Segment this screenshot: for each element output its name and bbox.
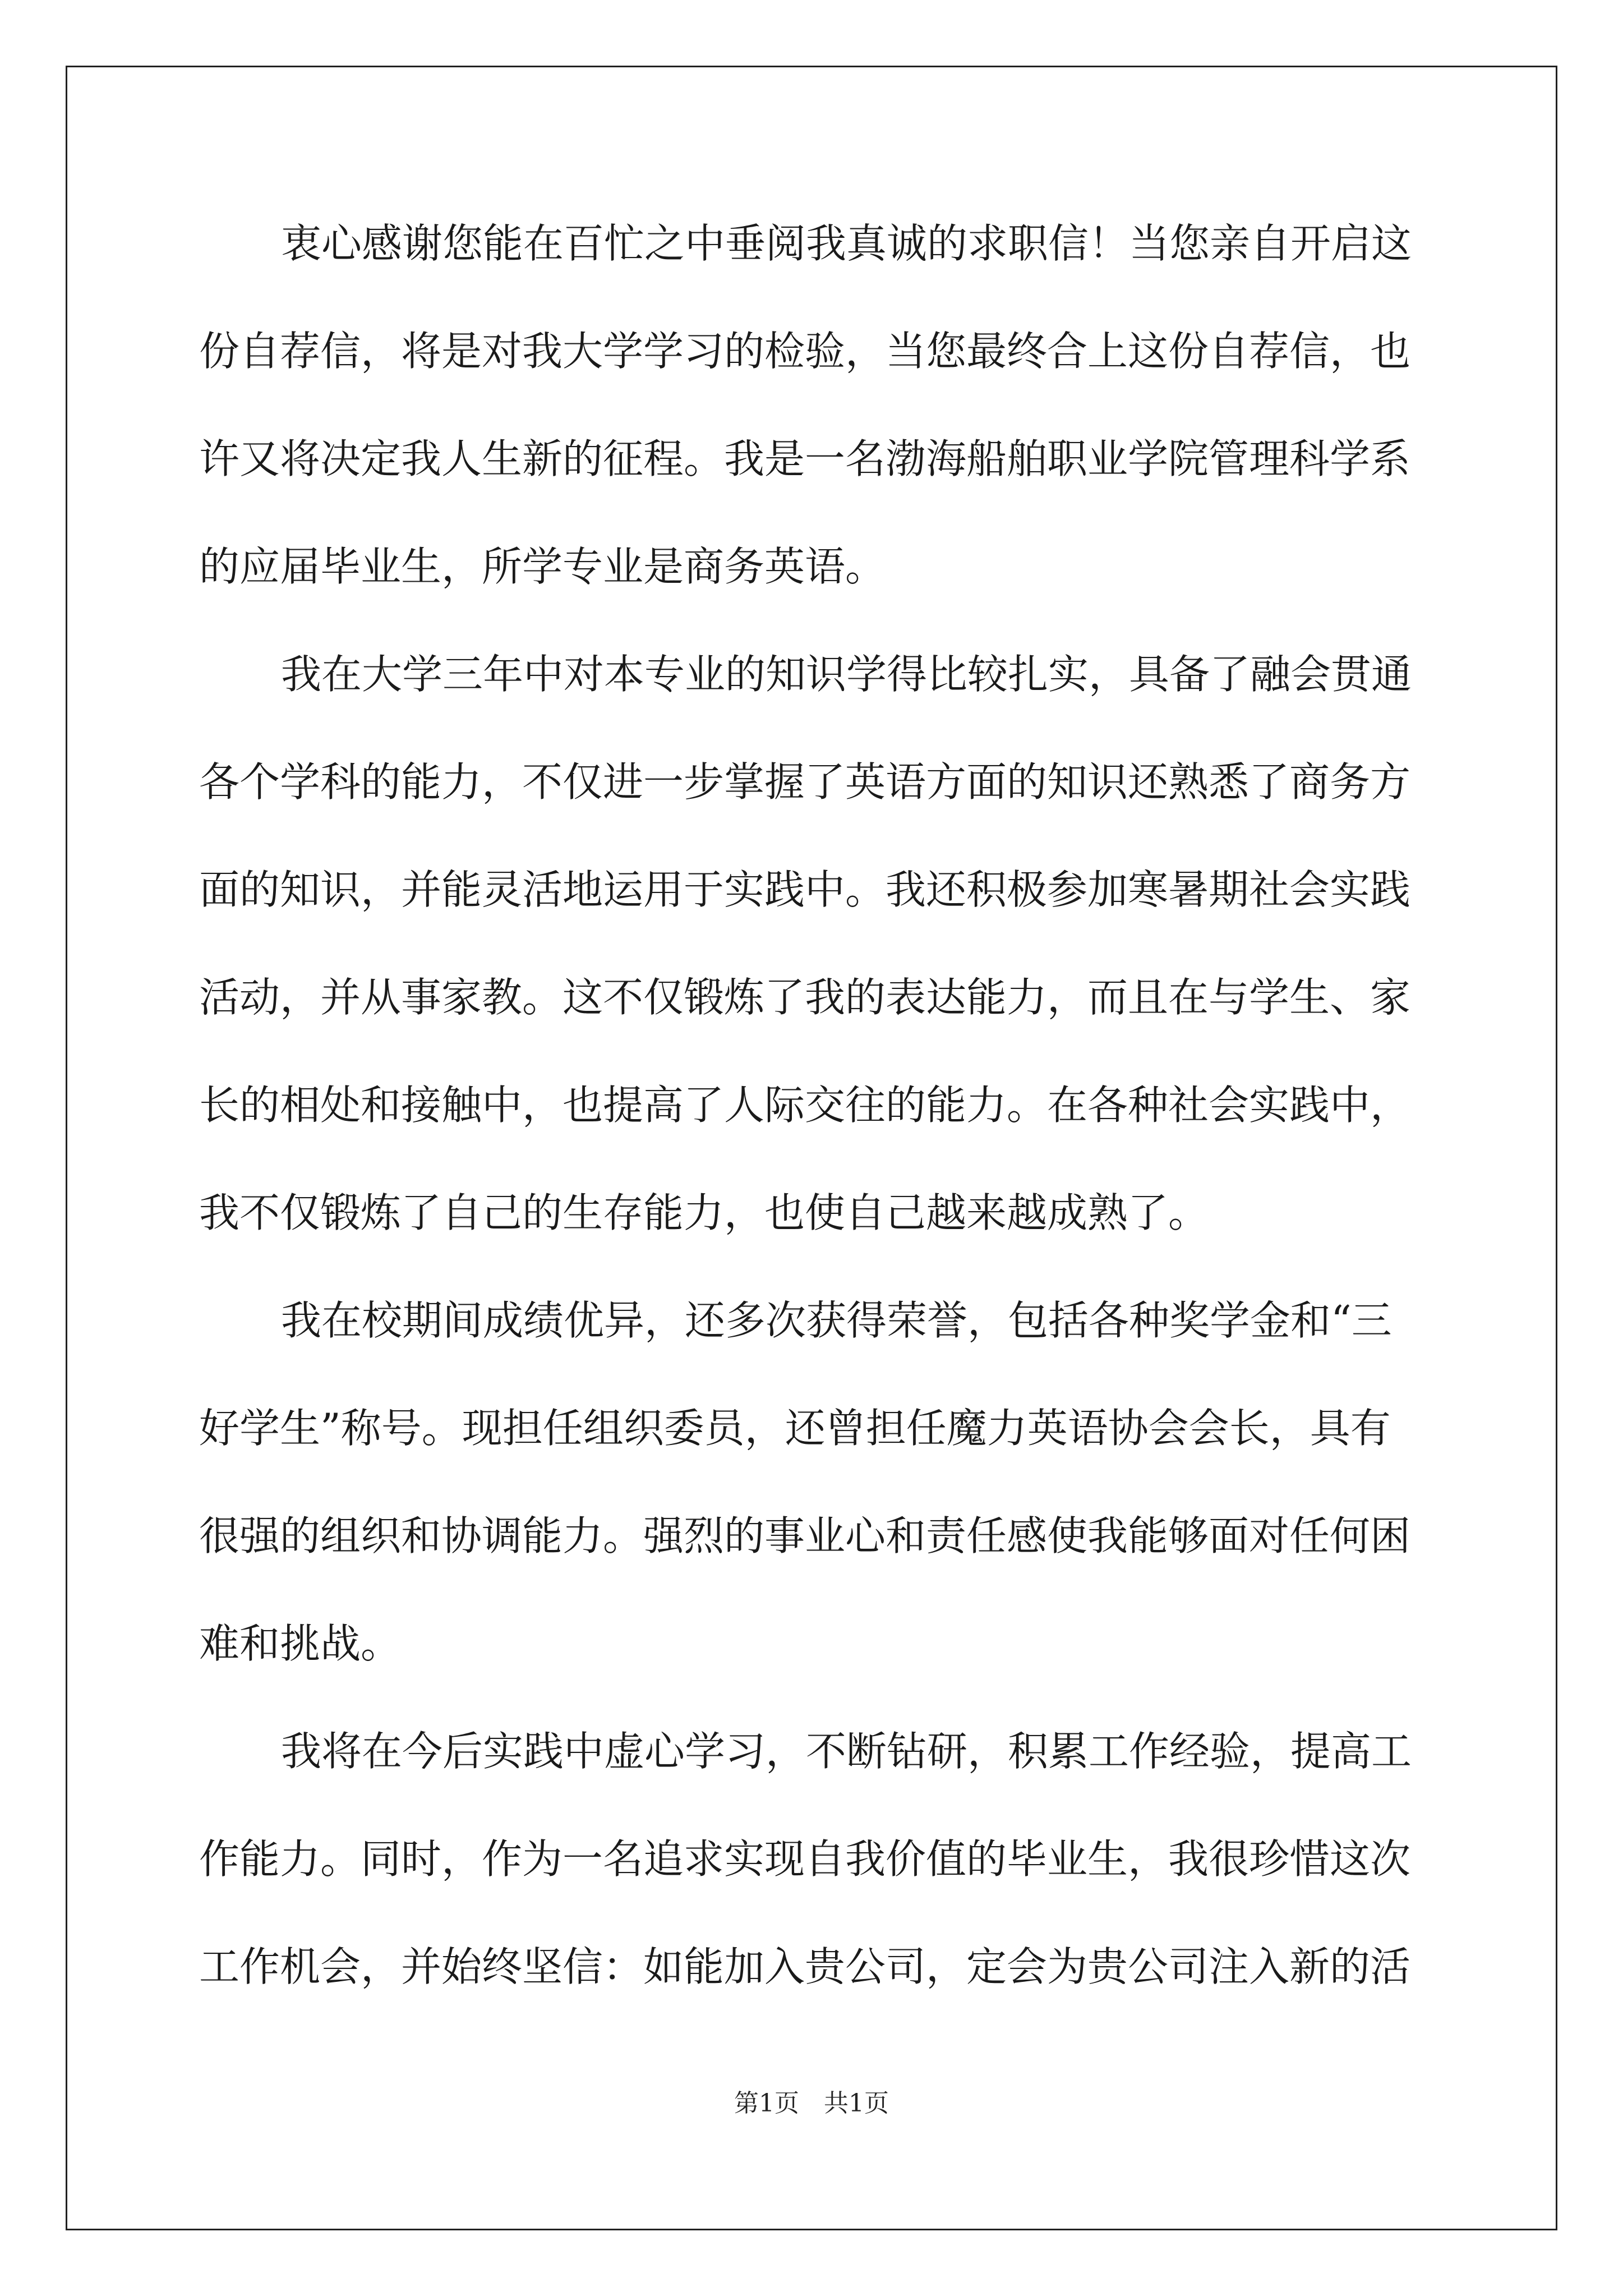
paragraph-3-line-4: 难和挑战。 — [199, 1620, 402, 1667]
paragraph-4-line-3: 工作机会，并始终坚信：如能加入贵公司，定会为贵公司注入新的活 — [199, 1943, 1411, 1990]
paragraph-1-line-3: 许又将决定我人生新的征程。我是一名渤海船舶职业学院管理科学系 — [199, 435, 1411, 482]
paragraph-3-line-2: 好学生”称号。现担任组织委员，还曾担任魔力英语协会会长，具有 — [199, 1405, 1391, 1452]
paragraph-4-line-2: 作能力。同时，作为一名追求实现自我价值的毕业生，我很珍惜这次 — [199, 1835, 1411, 1883]
paragraph-3-line-1: 我在校期间成绩优异，还多次获得荣誉，包括各种奖学金和“三 — [281, 1297, 1392, 1344]
page-footer — [0, 2087, 1623, 2120]
paragraph-2-line-1: 我在大学三年中对本专业的知识学得比较扎实，具备了融会贯通 — [281, 651, 1412, 698]
paragraph-1-line-1: 衷心感谢您能在百忙之中垂阅我真诚的求职信！当您亲自开启这 — [281, 220, 1412, 267]
paragraph-2-line-6: 我不仅锻炼了自己的生存能力，也使自己越来越成熟了。 — [199, 1189, 1209, 1236]
paragraph-3-line-3: 很强的组织和协调能力。强烈的事业心和责任感使我能够面对任何困 — [199, 1512, 1411, 1559]
paragraph-2-line-4: 活动，并从事家教。这不仅锻炼了我的表达能力，而且在与学生、家 — [199, 974, 1411, 1021]
paragraph-2-line-5: 长的相处和接触中，也提高了人际交往的能力。在各种社会实践中， — [199, 1082, 1411, 1129]
paragraph-2-line-2: 各个学科的能力，不仅进一步掌握了英语方面的知识还熟悉了商务方 — [199, 758, 1411, 806]
paragraph-2-line-3: 面的知识，并能灵活地运用于实践中。我还积极参加寒暑期社会实践 — [199, 866, 1411, 913]
paragraph-1-line-2: 份自荐信，将是对我大学学习的检验，当您最终合上这份自荐信，也 — [199, 328, 1411, 375]
page-border — [66, 66, 1557, 2230]
paragraph-1-line-4: 的应届毕业生，所学专业是商务英语。 — [199, 543, 886, 590]
page-number: 第1页 共1页 — [734, 2089, 889, 2118]
paragraph-4-line-1: 我将在今后实践中虚心学习，不断钻研，积累工作经验，提高工 — [281, 1728, 1412, 1775]
